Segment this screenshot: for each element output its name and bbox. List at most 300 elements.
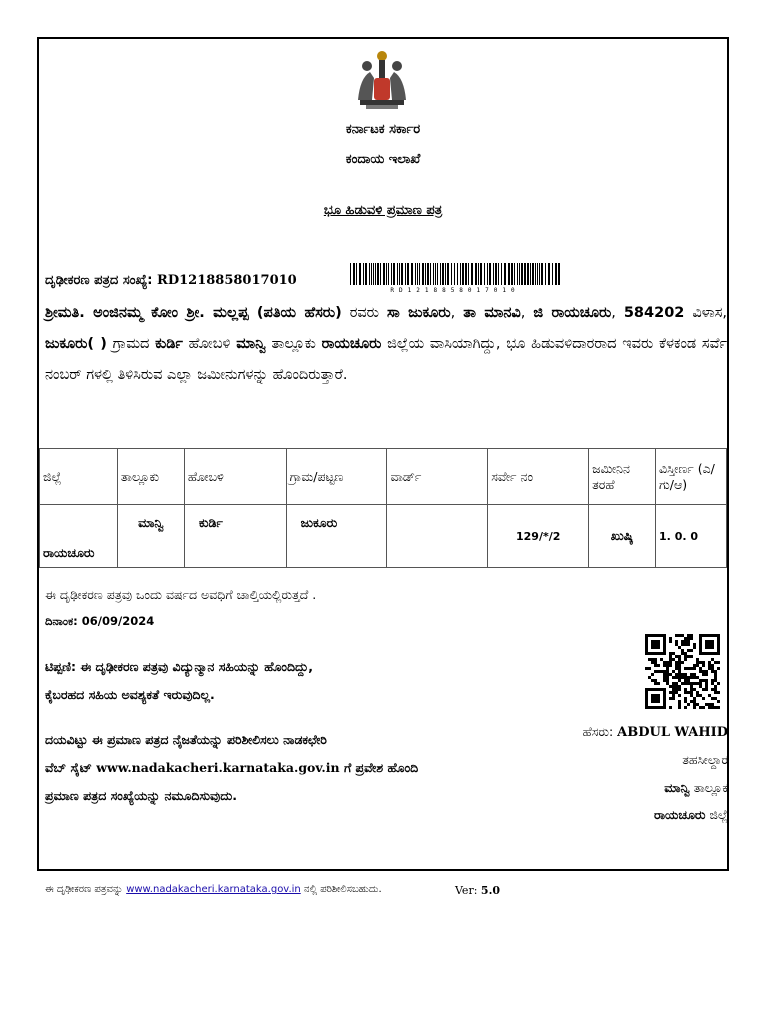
verify-line-3: ಪ್ರಮಾಣ ಪತ್ರದ ಸಂಖ್ಯೆಯನ್ನು ನಮೂದಿಸುವುದು.	[45, 788, 238, 803]
qr-module	[690, 649, 693, 652]
barcode-bar	[380, 263, 381, 285]
qr-module	[690, 691, 693, 694]
qr-module	[678, 667, 681, 670]
qr-module	[675, 691, 678, 694]
qr-module	[687, 640, 690, 643]
qr-module	[690, 700, 693, 703]
qr-module	[678, 655, 681, 658]
qr-module	[645, 667, 648, 670]
qr-module	[690, 634, 693, 637]
qr-module	[678, 694, 681, 697]
qr-module	[654, 682, 657, 685]
barcode-bar	[537, 263, 538, 285]
barcode-bar	[530, 263, 531, 285]
barcode-bar	[460, 263, 461, 285]
qr-module	[699, 670, 702, 673]
qr-module	[654, 661, 657, 664]
karnataka-emblem-icon	[350, 48, 414, 112]
qr-module	[702, 673, 705, 676]
barcode-bar	[475, 263, 477, 285]
qr-module	[663, 673, 666, 676]
qr-module	[711, 682, 714, 685]
qr-module	[717, 682, 720, 685]
qr-module	[699, 682, 702, 685]
barcode-bar	[365, 263, 367, 285]
qr-module	[675, 655, 678, 658]
qr-module	[696, 676, 699, 679]
qr-module	[717, 691, 720, 694]
barcode-bar	[548, 263, 550, 285]
barcode-bar	[407, 263, 409, 285]
barcode-bar	[359, 263, 361, 285]
qr-module	[702, 679, 705, 682]
barcode-bar	[440, 263, 441, 285]
qr-module	[678, 673, 681, 676]
barcode-bar	[532, 263, 534, 285]
qr-module	[669, 652, 672, 655]
qr-module	[690, 637, 693, 640]
qr-module	[714, 685, 717, 688]
qr-module	[687, 655, 690, 658]
qr-module	[705, 703, 708, 706]
qr-module	[672, 691, 675, 694]
qr-module	[666, 664, 669, 667]
barcode-bar	[397, 263, 398, 285]
barcode-bar	[363, 263, 364, 285]
qr-module	[675, 682, 678, 685]
barcode-bar	[401, 263, 403, 285]
qr-module	[705, 670, 708, 673]
holder-name: ಶ್ರೀಮತಿ. ಅಂಜಿನಮ್ಮ ಕೋಂ ಶ್ರೀ. ಮಲ್ಲಪ್ಪ (ಪತಿಯ ಹೆಸರು)	[45, 305, 342, 321]
qr-module	[654, 670, 657, 673]
qr-module	[669, 691, 672, 694]
qr-module	[675, 688, 678, 691]
qr-module	[666, 661, 669, 664]
holder-village: ಜುಕೂರು( )	[45, 336, 107, 352]
qr-module	[657, 664, 660, 667]
qr-finder	[705, 640, 714, 649]
barcode-bar	[555, 263, 557, 285]
table-header-cell: ವಿಸ್ತೀರ್ಣ (ಎ/ಗು/ಆ)	[656, 449, 727, 505]
qr-module	[681, 682, 684, 685]
barcode-bar	[411, 263, 413, 285]
verify-line-1: ದಯವಿಟ್ಟು ಈ ಪ್ರಮಾಣ ಪತ್ರದ ನೈಜತೆಯನ್ನು ಪರಿಶೀಲಿಸಲು ನಾಡಕಛೇರಿ	[45, 732, 327, 747]
table-cell: ಕುರ್ಡಿ	[184, 505, 286, 568]
qr-module	[693, 667, 696, 670]
barcode-bar	[447, 263, 449, 285]
qr-module	[690, 688, 693, 691]
qr-module	[690, 685, 693, 688]
barcode-bar	[350, 263, 351, 285]
government-title: ಕರ್ನಾಟಕ ಸರ್ಕಾರ	[345, 122, 421, 137]
qr-module	[669, 655, 672, 658]
barcode-bar	[377, 263, 379, 285]
qr-module	[690, 655, 693, 658]
qr-module	[714, 679, 717, 682]
qr-module	[672, 685, 675, 688]
note-line-2: ಕೈಬರಹದ ಸಹಿಯ ಅವಶ್ಯಕತೆ ಇರುವುದಿಲ್ಲ.	[45, 687, 215, 702]
qr-module	[696, 703, 699, 706]
table-cell	[387, 505, 488, 568]
barcode-bar	[383, 263, 385, 285]
barcode-bar	[433, 263, 434, 285]
barcode-bar	[487, 263, 488, 285]
table-cell: ಖುಷ್ಕಿ	[589, 505, 656, 568]
qr-module	[693, 676, 696, 679]
barcode-bar	[353, 263, 355, 285]
qr-module	[666, 676, 669, 679]
table-row	[40, 505, 727, 568]
qr-module	[699, 661, 702, 664]
qr-module	[705, 685, 708, 688]
qr-module	[684, 700, 687, 703]
qr-module	[693, 682, 696, 685]
qr-module	[693, 700, 696, 703]
qr-module	[711, 670, 714, 673]
qr-module	[672, 682, 675, 685]
qr-module	[690, 682, 693, 685]
qr-module	[660, 658, 663, 661]
department-title: ಕಂದಾಯ ಇಲಾಖೆ	[345, 152, 421, 167]
qr-module	[702, 706, 705, 709]
qr-module	[705, 682, 708, 685]
barcode-bar	[517, 263, 518, 285]
qr-module	[690, 676, 693, 679]
qr-module	[675, 643, 678, 646]
qr-module	[678, 676, 681, 679]
qr-module	[687, 691, 690, 694]
barcode-bar	[425, 263, 426, 285]
qr-module	[657, 670, 660, 673]
qr-module	[651, 661, 654, 664]
table-header-cell: ಸರ್ವೇ ನಂ	[488, 449, 589, 505]
qr-module	[711, 697, 714, 700]
qr-module	[660, 670, 663, 673]
qr-module	[675, 676, 678, 679]
qr-finder	[651, 640, 660, 649]
certificate-number: RD1218858017010	[157, 273, 297, 288]
qr-module	[669, 664, 672, 667]
qr-module	[702, 664, 705, 667]
qr-module	[678, 661, 681, 664]
barcode-bar	[419, 263, 420, 285]
qr-module	[684, 691, 687, 694]
qr-module	[705, 688, 708, 691]
qr-module	[684, 667, 687, 670]
qr-module	[699, 706, 702, 709]
qr-module	[675, 661, 678, 664]
qr-module	[681, 676, 684, 679]
qr-module	[714, 670, 717, 673]
qr-module	[663, 661, 666, 664]
qr-module	[696, 661, 699, 664]
qr-module	[651, 679, 654, 682]
qr-module	[711, 679, 714, 682]
qr-module	[681, 652, 684, 655]
table-header-cell: ತಾಲ್ಲೂಕು	[117, 449, 184, 505]
qr-module	[684, 643, 687, 646]
qr-module	[708, 706, 711, 709]
footer-link[interactable]: www.nadakacheri.karnataka.gov.in	[126, 884, 301, 895]
qr-module	[678, 634, 681, 637]
qr-module	[693, 706, 696, 709]
qr-module	[717, 667, 720, 670]
barcode-text: RD1218858017010	[390, 287, 520, 293]
qr-module	[693, 673, 696, 676]
qr-module	[648, 667, 651, 670]
qr-module	[717, 706, 720, 709]
qr-module	[687, 637, 690, 640]
qr-module	[684, 655, 687, 658]
note-line-1: ಟಿಪ್ಪಣಿ: ಈ ದೃಢೀಕರಣ ಪತ್ರವು ವಿದ್ಯುನ್ಮಾನ ಸಹಿಯನ್ನು ಹೊಂದಿದ್ದು,	[45, 659, 313, 674]
qr-module	[687, 634, 690, 637]
qr-module	[681, 649, 684, 652]
qr-module	[699, 694, 702, 697]
qr-module	[684, 637, 687, 640]
barcode-bar	[445, 263, 446, 285]
qr-module	[699, 679, 702, 682]
qr-module	[681, 643, 684, 646]
barcode-bar	[535, 263, 536, 285]
table-cell: ರಾಯಚೂರು	[40, 505, 118, 568]
qr-module	[702, 670, 705, 673]
qr-module	[696, 658, 699, 661]
qr-module	[669, 685, 672, 688]
qr-module	[681, 661, 684, 664]
barcode-bar	[371, 263, 372, 285]
qr-module	[672, 694, 675, 697]
qr-module	[693, 703, 696, 706]
qr-module	[708, 703, 711, 706]
qr-module	[672, 697, 675, 700]
qr-module	[684, 673, 687, 676]
table-header-row	[40, 449, 727, 505]
table-cell: ಜುಕೂರು	[286, 505, 387, 568]
barcode-bar	[521, 263, 523, 285]
qr-module	[678, 685, 681, 688]
qr-module	[708, 664, 711, 667]
barcode-bar	[391, 263, 392, 285]
qr-module	[684, 652, 687, 655]
qr-module	[681, 634, 684, 637]
qr-module	[666, 673, 669, 676]
qr-module	[669, 706, 672, 709]
qr-module	[669, 673, 672, 676]
qr-module	[672, 676, 675, 679]
barcode-bar	[435, 263, 436, 285]
qr-module	[672, 688, 675, 691]
qr-module	[714, 688, 717, 691]
date-line	[45, 614, 154, 629]
qr-module	[675, 673, 678, 676]
qr-module	[678, 646, 681, 649]
qr-module	[678, 670, 681, 673]
barcode-bar	[393, 263, 395, 285]
barcode-bar	[519, 263, 520, 285]
validity-text: ಈ ದೃಢೀಕರಣ ಪತ್ರವು ಒಂದು ವರ್ಷದ ಅವಧಿಗೆ ಚಾಲ್ತಿಯಲ್ಲಿರುತ್ತದೆ .	[45, 587, 317, 602]
qr-module	[654, 658, 657, 661]
qr-module	[684, 706, 687, 709]
qr-module	[666, 667, 669, 670]
barcode-bar	[399, 263, 400, 285]
barcode-bar	[454, 263, 455, 285]
qr-module	[678, 688, 681, 691]
qr-module	[672, 670, 675, 673]
verify-website: www.nadakacheri.karnataka.gov.in	[96, 760, 340, 775]
qr-module	[681, 673, 684, 676]
table-cell: 1. 0. 0	[656, 505, 727, 568]
date-label: ದಿನಾಂಕ:	[45, 614, 78, 628]
qr-module	[672, 658, 675, 661]
signatory-name-line	[583, 724, 728, 740]
qr-module	[711, 688, 714, 691]
qr-module	[717, 661, 720, 664]
qr-module	[693, 646, 696, 649]
barcode-bar	[493, 263, 494, 285]
qr-module	[675, 664, 678, 667]
signatory-designation: ತಹಸೀಲ್ದಾರ	[682, 752, 728, 767]
barcode-bar	[504, 263, 506, 285]
qr-module	[714, 697, 717, 700]
barcode-bar	[451, 263, 452, 285]
qr-module	[651, 658, 654, 661]
barcode-bar	[415, 263, 416, 285]
qr-module	[684, 676, 687, 679]
qr-module	[714, 676, 717, 679]
qr-module	[714, 673, 717, 676]
qr-module	[717, 700, 720, 703]
qr-module	[675, 640, 678, 643]
qr-module	[714, 661, 717, 664]
land-table	[39, 448, 727, 568]
barcode-bar	[489, 263, 491, 285]
qr-module	[684, 679, 687, 682]
qr-code-icon	[645, 634, 720, 709]
qr-module	[669, 637, 672, 640]
barcode-bar	[471, 263, 473, 285]
barcode-bar	[539, 263, 540, 285]
barcode-bar	[524, 263, 526, 285]
date-value: 06/09/2024	[81, 614, 155, 628]
signatory-taluk: ಮಾನ್ವಿ ತಾಲ್ಲೂಕ	[664, 780, 728, 795]
qr-module	[696, 682, 699, 685]
qr-module	[690, 694, 693, 697]
qr-module	[702, 661, 705, 664]
barcode-bar	[437, 263, 438, 285]
qr-module	[651, 673, 654, 676]
table-header-cell: ಗ್ರಾಮ/ಪಟ್ಟಣ	[286, 449, 387, 505]
barcode-bar	[484, 263, 485, 285]
qr-module	[708, 661, 711, 664]
qr-module	[684, 640, 687, 643]
qr-module	[711, 664, 714, 667]
qr-module	[711, 706, 714, 709]
certificate-number-line	[45, 273, 297, 288]
barcode-bar	[422, 263, 424, 285]
footer-note: ಈ ದೃಢೀಕರಣ ಪತ್ರವನ್ನು www.nadakacheri.karnataka.gov.in ನಲ್ಲಿ ಪರಿಶೀಲಿಸಬಹುದು.	[45, 884, 382, 895]
qr-module	[699, 685, 702, 688]
qr-module	[702, 697, 705, 700]
qr-module	[678, 706, 681, 709]
qr-module	[672, 652, 675, 655]
barcode-bar	[430, 263, 431, 285]
qr-module	[675, 667, 678, 670]
qr-module	[693, 643, 696, 646]
barcode-bar	[405, 263, 406, 285]
table-cell: ಮಾನ್ವಿ	[117, 505, 184, 568]
qr-module	[669, 661, 672, 664]
signatory-name: ABDUL WAHID	[617, 725, 728, 740]
qr-module	[705, 673, 708, 676]
barcode-bar	[373, 263, 374, 285]
holder-address: ಸಾ ಜುಕೂರು	[386, 305, 451, 321]
qr-module	[684, 688, 687, 691]
qr-module	[669, 640, 672, 643]
holder-paragraph: ಶ್ರೀಮತಿ. ಅಂಜಿನಮ್ಮ ಕೋಂ ಶ್ರೀ. ಮಲ್ಲಪ್ಪ (ಪತಿಯ ಹೆಸರು) ರವರು ಸಾ ಜುಕೂರು, ತಾ ಮಾನವಿ, ಜಿ ರಾಯಚೂರು, 584202 ವಿಳಾಸ, ಜುಕೂರು( ) ಗ್ರಾಮದ ಕುರ್ಡಿ ಹೋಬಳಿ ಮಾನ್ವಿ ತಾಲ್ಲೂಕು ರಾಯಚೂರು ಜಿಲ್ಲೆಯ ವಾಸಿಯಾಗಿದ್ದು, ಭೂ ಹಿಡುವಳಿದಾರರಾದ ಇವರು ಕೆಳಕಂಡ ಸರ್ವೆ ನಂಬರ್ ಗಳಲ್ಲಿ ತಿಳಿಸಿರುವ ಎಲ್ಲಾ ಜಮೀನುಗಳನ್ನು ಹೊಂದಿರುತ್ತಾರೆ.	[45, 305, 728, 383]
barcode	[348, 263, 562, 293]
barcode-bar	[511, 263, 513, 285]
qr-module	[654, 664, 657, 667]
qr-module	[693, 664, 696, 667]
table-header-cell: ಜಿಲ್ಲೆ	[40, 449, 118, 505]
qr-module	[696, 694, 699, 697]
qr-module	[690, 667, 693, 670]
qr-module	[678, 658, 681, 661]
barcode-bar	[465, 263, 467, 285]
barcode-bar	[514, 263, 515, 285]
version: Ver: 5.0	[455, 884, 501, 897]
qr-module	[693, 688, 696, 691]
qr-module	[657, 682, 660, 685]
barcode-bar	[498, 263, 499, 285]
qr-module	[687, 679, 690, 682]
qr-module	[675, 634, 678, 637]
barcode-bar	[558, 263, 560, 285]
qr-module	[711, 703, 714, 706]
barcode-bar	[552, 263, 553, 285]
qr-module	[654, 679, 657, 682]
qr-module	[693, 697, 696, 700]
barcode-bar	[508, 263, 510, 285]
qr-module	[684, 658, 687, 661]
qr-module	[669, 658, 672, 661]
table-header-cell: ಹೋಬಳಿ	[184, 449, 286, 505]
qr-module	[666, 682, 669, 685]
qr-module	[699, 667, 702, 670]
qr-module	[702, 688, 705, 691]
barcode-bar	[501, 263, 502, 285]
qr-module	[684, 697, 687, 700]
barcode-bar	[388, 263, 389, 285]
qr-module	[687, 649, 690, 652]
qr-finder	[651, 694, 660, 703]
qr-module	[687, 682, 690, 685]
qr-module	[648, 676, 651, 679]
barcode-bar	[369, 263, 370, 285]
qr-module	[687, 643, 690, 646]
qr-module	[663, 679, 666, 682]
barcode-bar	[427, 263, 429, 285]
certificate-title: ಭೂ ಹಿಡುವಳಿ ಪ್ರಮಾಣ ಪತ್ರ	[323, 203, 443, 218]
qr-module	[690, 673, 693, 676]
barcode-bar	[356, 263, 357, 285]
table-cell: 129/*/2	[488, 505, 589, 568]
barcode-bar	[527, 263, 529, 285]
qr-module	[696, 664, 699, 667]
signatory-district: ರಾಯಚೂರು ಜಿಲ್ಲೆ	[654, 807, 728, 822]
barcode-bar	[417, 263, 418, 285]
qr-module	[705, 679, 708, 682]
